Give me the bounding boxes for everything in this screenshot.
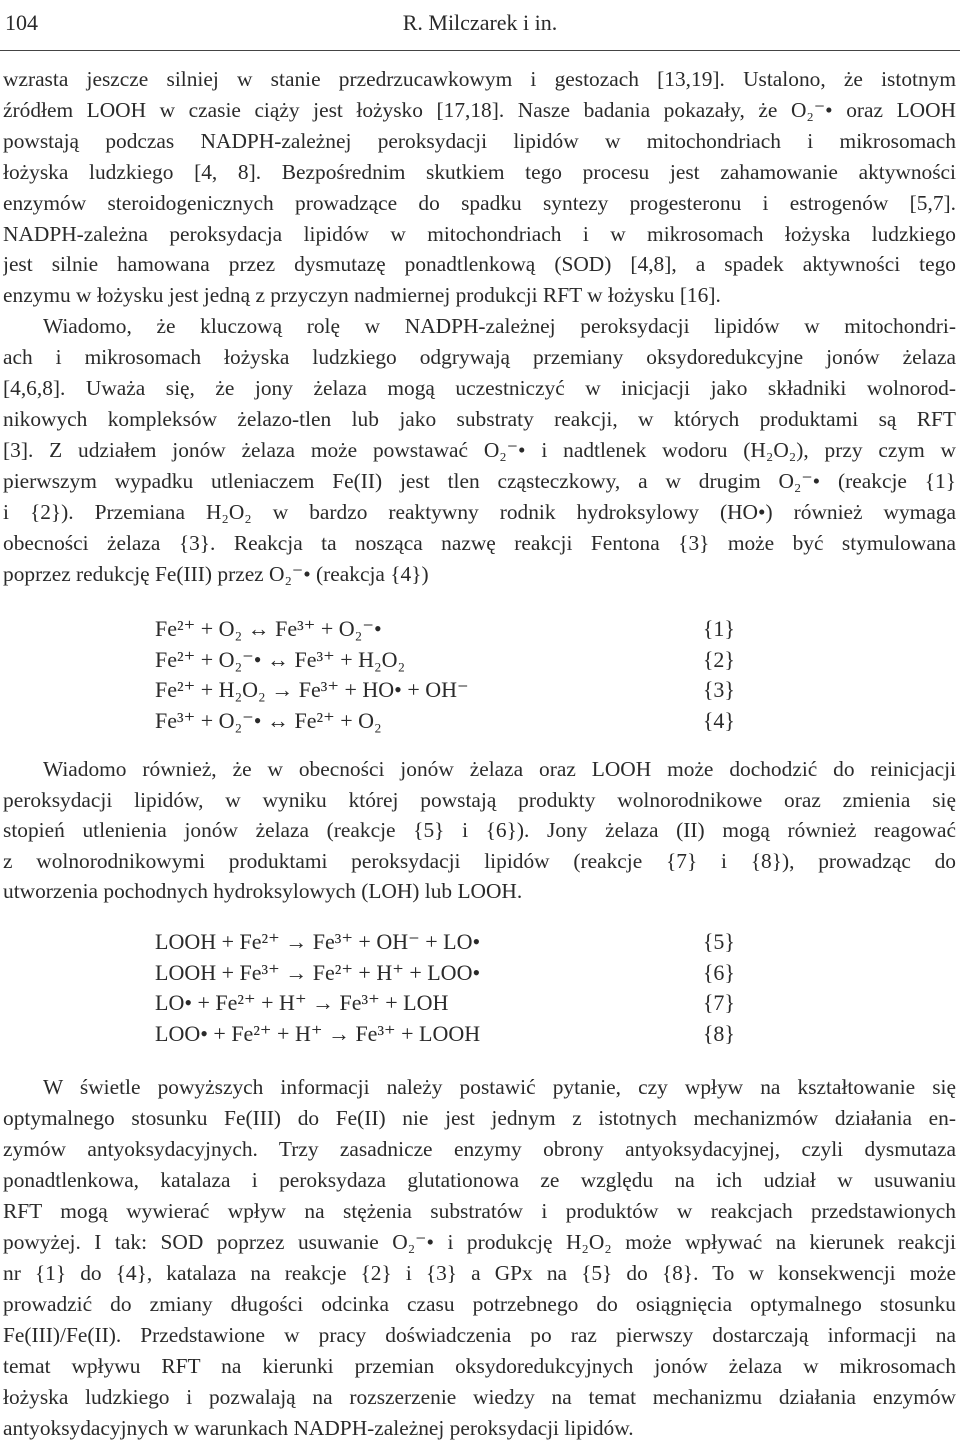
equation-number: {8} [702, 1020, 735, 1046]
equation-number: {1} [702, 616, 735, 641]
equation-text: Fe²⁺ + O₂ ↔ Fe³⁺ + O₂⁻• [155, 616, 382, 641]
equation-number: {6} [702, 959, 735, 985]
equation [155, 645, 735, 676]
text-line: Wiadomo, że kluczową rolę w NADPH-zależnej peroksydacji lipidów w mitochondri- [43, 314, 956, 339]
text-line: wzrasta jeszcze silniej w stanie przedrzucawkowym i gestozach [13,19]. Ustalono, że istotnym [3, 67, 956, 91]
text-line: powstają podczas NADPH-zależnej peroksydacji lipidów w mitochondriach i mikrosomach [3, 128, 956, 153]
page-number: 104 [5, 10, 38, 35]
equation-text: LOOH + Fe²⁺ → Fe³⁺ + OH⁻ + LO• [155, 929, 481, 954]
text-line: Fe(III)/Fe(II). Przedstawione w pracy doświadczenia po raz pierwszy dostarczają informacji na [3, 1323, 956, 1347]
text-line: jest silnie hamowana przez dysmutazę ponadtlenkową (SOD) [4,8], a spadek aktywności tego [3, 252, 956, 277]
paragraph-3 [3, 1072, 956, 1444]
equation-text: Fe²⁺ + H₂O₂ → Fe³⁺ + HO• + OH⁻ [155, 677, 469, 702]
text-line: temat wpływu RFT na kierunki przemian oksydoredukcyjnych jonów żelaza w mikrosomach [3, 1354, 956, 1378]
page-header [0, 0, 960, 51]
text-line: nr {1} do {4}, katalaza na reakcje {2} i {3} a GPx na {5} do {8}. To w konsekwencji może [3, 1261, 956, 1285]
text-line: RFT mogą wywierać wpływ na stężenia substratów i produktów w reakcjach przedstawionych [3, 1199, 956, 1223]
equation [155, 988, 735, 1019]
equation [155, 958, 735, 989]
text-line: i {2}). Przemiana H₂O₂ w bardzo reaktywny rodnik hydroksylowy (HO•) również wymaga [3, 499, 956, 524]
text-line: enzymów steroidogenicznych prowadzące do spadku syntezy progesteronu i estrogenów [5,7]. [3, 190, 956, 215]
text-line: nikowych kompleksów żelazo-tlen lub jako substraty reakcji, w których produktami są RFT [3, 406, 956, 431]
text-line: enzymu w łożysku jest jedną z przyczyn nadmiernej produkcji RFT w łożysku [16]. [3, 283, 721, 308]
equation-number: {3} [702, 677, 735, 702]
text-line: Wiadomo również, że w obecności jonów żelaza oraz LOOH może dochodzić do reinicjacji [43, 757, 956, 781]
equation [155, 614, 735, 645]
equation-number: {2} [702, 646, 735, 672]
text-line: ach i mikrosomach łożyska ludzkiego odgrywają przemiany oksydoredukcyjne jonów żelaza [3, 345, 956, 370]
text-line: z wolnorodnikowymi produktami peroksydacji lipidów (reakcje {7} i {8}), prowadząc do [3, 848, 956, 873]
text-line: zymów antyoksydacyjnych. Trzy zasadnicze enzymy obrony antyoksydacyjnej, czyli dysmutaza [3, 1137, 956, 1161]
equation-text: Fe²⁺ + O₂⁻• ↔ Fe³⁺ + H₂O₂ [155, 646, 406, 672]
text-line: optymalnego stosunku Fe(III) do Fe(II) nie jest jednym z istotnych mechanizmów działania en- [3, 1106, 956, 1130]
equation [155, 1019, 735, 1050]
running-head: R. Milczarek i in. [402, 10, 558, 35]
equation-text: LO• + Fe²⁺ + H⁺ → Fe³⁺ + LOH [155, 990, 449, 1015]
paragraph-2 [3, 754, 956, 907]
text-line: [4,6,8]. Uważa się, że jony żelaza mogą uczestniczyć w inicjacji jako składniki wolnorod- [3, 376, 956, 401]
equation-text: LOO• + Fe²⁺ + H⁺ → Fe³⁺ + LOOH [155, 1020, 481, 1046]
equation [155, 706, 735, 737]
text-line: antyoksydacyjnych w warunkach NADPH-zależnej peroksydacji lipidów. [3, 1416, 634, 1440]
equation-number: {5} [702, 929, 735, 954]
reaction-equations-1-4 [155, 614, 735, 736]
text-line: prowadzić do zmiany długości odcinka czasu potrzebnego do osiągnięcia optymalnego stosunku [3, 1292, 956, 1316]
text-line: powyżej. I tak: SOD poprzez usuwanie O₂⁻• i produkcję H₂O₂ może wpływać na kierunek reakcji [3, 1230, 956, 1254]
text-line: źródłem LOOH w czasie ciąży jest łożysko [17,18]. Nasze badania pokazały, że O₂⁻• oraz LOOH [3, 97, 956, 122]
text-line: utworzenia pochodnych hydroksylowych (LOH) lub LOOH. [3, 879, 523, 903]
equation [155, 675, 735, 706]
equation [155, 927, 735, 958]
text-line: stopień utlenienia jonów żelaza (reakcje {5} i {6}). Jony żelaza (II) mogą również reagować [3, 818, 956, 842]
text-line: łożyska ludzkiego i pozwalają na rozszerzenie wiedzy na temat mechanizmu działania enzymów [3, 1385, 956, 1409]
text-line: NADPH-zależna peroksydacja lipidów w mitochondriach i w mikrosomach łożyska ludzkiego [3, 221, 956, 246]
text-line: łożyska ludzkiego [4, 8]. Bezpośrednim skutkiem tego procesu jest zahamowanie aktywności [3, 159, 956, 184]
equation-number: {4} [702, 707, 735, 733]
text-line: pierwszym wypadku utleniaczem Fe(II) jest tlen cząsteczkowy, a w drugim O₂⁻• (reakcje {1} [3, 468, 956, 493]
text-line: [3]. Z udziałem jonów żelaza może powstawać O₂⁻• i nadtlenek wodoru (H₂O₂), przy czym w [3, 437, 956, 462]
reaction-equations-5-8 [155, 927, 735, 1049]
text-line: peroksydacji lipidów, w wyniku której powstają produkty wolnorodnikowe oraz zmienia się [3, 787, 956, 812]
text-line: W świetle powyższych informacji należy postawić pytanie, czy wpływ na kształtowanie się [43, 1075, 956, 1099]
text-line: ponadtlenkowa, katalaza i peroksydaza glutationowa ze względu na ich udział w usuwaniu [3, 1168, 956, 1192]
text-line: poprzez redukcję Fe(III) przez O₂⁻• (reakcja {4}) [3, 561, 429, 586]
equation-number: {7} [702, 990, 735, 1015]
equation-text: Fe³⁺ + O₂⁻• ↔ Fe²⁺ + O₂ [155, 707, 382, 733]
paragraph-1 [3, 64, 956, 589]
equation-text: LOOH + Fe³⁺ → Fe²⁺ + H⁺ + LOO• [155, 959, 481, 985]
text-line: obecności żelaza {3}. Reakcja ta nosząca nazwę reakcji Fentona {3} może być stymulowana [3, 530, 956, 555]
